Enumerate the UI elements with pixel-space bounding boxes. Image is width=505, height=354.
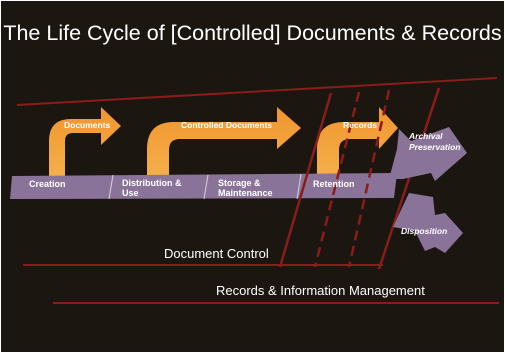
stage-label-storage-maintenance: Storage & Maintenance — [218, 178, 273, 198]
controlled-documents-arrow — [147, 107, 301, 179]
arrow-label-documents: Documents — [64, 120, 111, 130]
stage-label-retention: Retention — [313, 179, 355, 189]
disposition-arrow — [393, 193, 463, 253]
outcome-label-archival-preservation: Archival Preservation — [409, 131, 461, 152]
documents-arrow — [49, 107, 121, 179]
slide-title: The Life Cycle of [Controlled] Documents & Records — [3, 21, 502, 45]
stage-label-creation: Creation — [29, 179, 66, 189]
arrow-label-records: Records — [343, 120, 378, 130]
scope-label-document-control: Document Control — [164, 246, 269, 261]
lifecycle-diagram — [1, 1, 504, 352]
stage-label-distribution-use: Distribution & Use — [122, 178, 182, 198]
slide — [1, 1, 504, 352]
top-divider-line — [17, 78, 497, 105]
outcome-label-disposition: Disposition — [401, 226, 448, 236]
scope-label-records-management: Records & Information Management — [216, 283, 425, 298]
arrow-label-controlled-documents: Controlled Documents — [181, 120, 273, 130]
records-arrow — [317, 107, 398, 179]
